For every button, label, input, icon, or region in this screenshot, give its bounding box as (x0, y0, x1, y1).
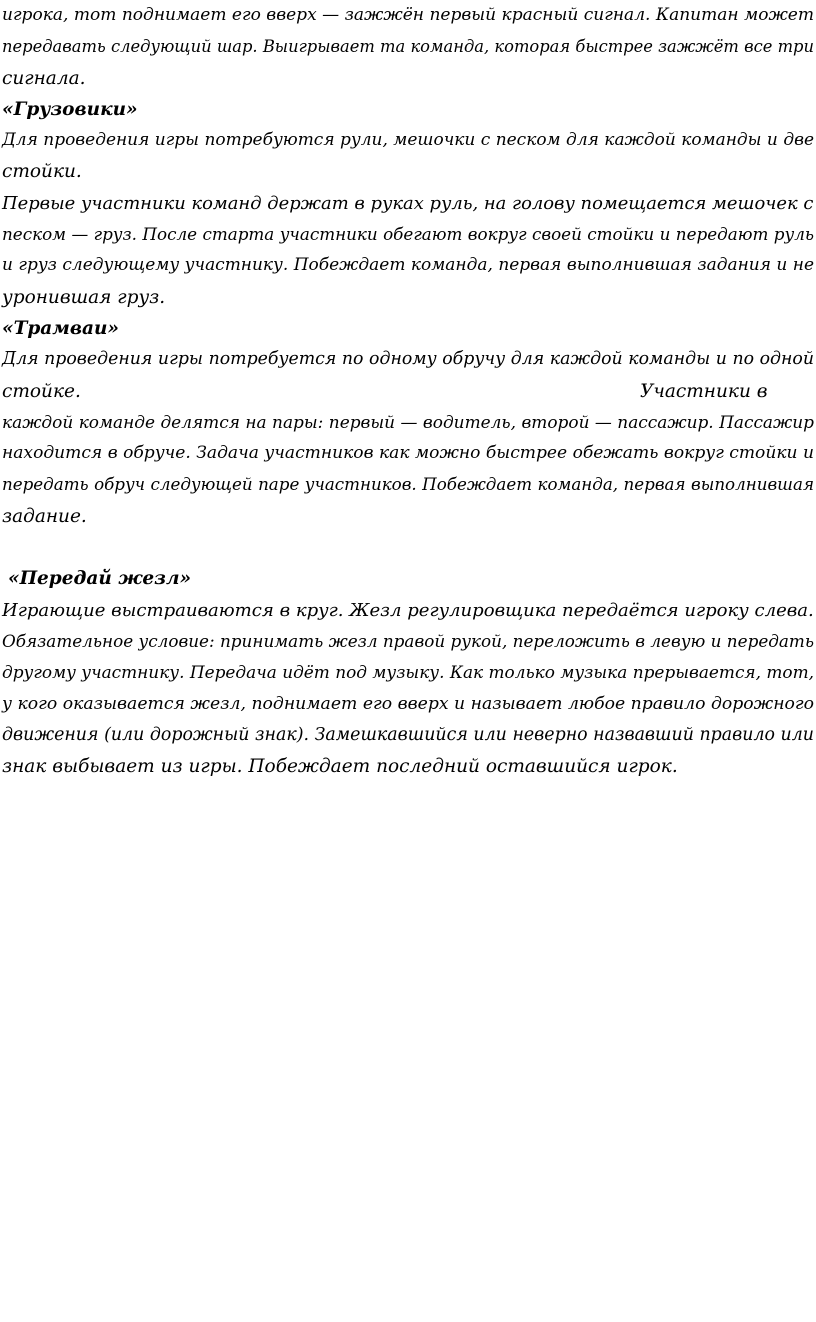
game-trucks-line: и груз следующему участнику. Побеждает команда, первая выполнившая задания и не (2, 255, 814, 276)
game-trams-line: задание. (2, 505, 87, 527)
game-baton-title (2, 563, 814, 594)
game-trams-line: находится в обруче. Задача участников как можно быстрее обежать вокруг стойки и (2, 443, 814, 464)
game-baton-line: знак выбывает из игры. Побеждает последний оставшийся игрок. (2, 756, 678, 778)
blank-line (2, 532, 814, 563)
intro-line: передавать следующий шар. Выигрывает та команда, которая быстрее зажжёт все три (2, 37, 814, 57)
game-trucks-title: «Грузовики» (2, 98, 138, 120)
game-baton-title-text: «Передай жезл» (8, 568, 192, 590)
game-trams-line: стойке. (2, 380, 81, 402)
game-trams-line: Участники в (640, 380, 768, 402)
game-baton-line: Обязательное условие: принимать жезл правой рукой, переложить в левую и передать (2, 630, 814, 651)
game-baton-line: у кого оказывается жезл, поднимает его вверх и называет любое правило дорожного (2, 693, 814, 714)
game-trucks-line: песком — груз. После старта участники обегают вокруг своей стойки и передают руль (2, 224, 814, 245)
game-trams-split-line (2, 376, 814, 407)
game-baton-line: Играющие выстраиваются в круг. Жезл регулировщика передаётся игроку слева. (2, 599, 814, 621)
game-trucks-line: уронившая груз. (2, 286, 166, 308)
game-trams-title: «Трамваи» (2, 317, 119, 339)
game-trams-line: Для проведения игры потребуется по одному обручу для каждой команды и по одной (2, 349, 814, 370)
game-baton-line: другому участнику. Передача идёт под музыку. Как только музыка прерывается, тот, (2, 662, 814, 683)
game-trucks-line: Первые участники команд держат в руках руль, на голову помещается мешочек с (2, 192, 814, 214)
game-trucks-line: Для проведения игры потребуются рули, мешочки с песком для каждой команды и две (2, 130, 814, 151)
intro-line: сигнала. (2, 67, 86, 89)
document-body (2, 0, 814, 782)
game-trams-line: каждой команде делятся на пары: первый — водитель, второй — пассажир. Пассажир (2, 411, 814, 432)
game-baton-line: движения (или дорожный знак). Замешкавшийся или неверно назвавший правило или (2, 724, 814, 745)
game-trams-line: передать обруч следующей паре участников. Побеждает команда, первая выполнившая (2, 474, 814, 495)
intro-line: игрока, тот поднимает его вверх — зажжён первый красный сигнал. Капитан может (2, 5, 814, 25)
game-trucks-line: стойки. (2, 161, 82, 183)
